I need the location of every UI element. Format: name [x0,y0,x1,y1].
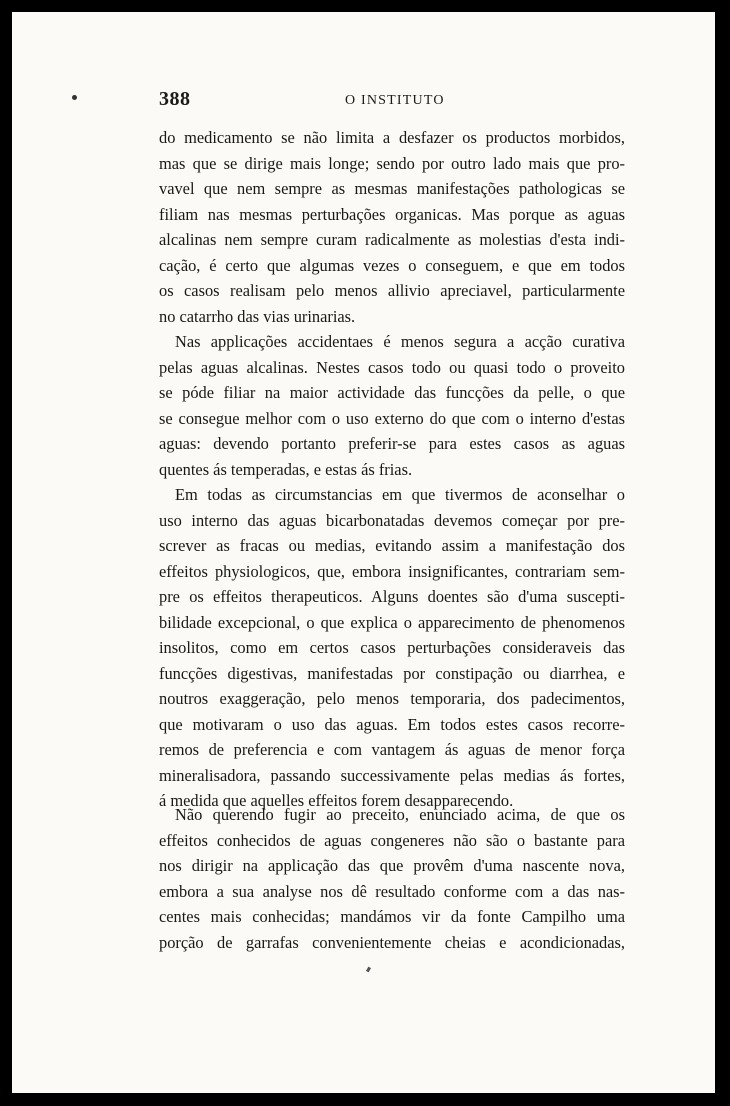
text-line: Não querendo fugir ao preceito, enunciado acima, de que os [175,805,625,824]
text-line: aguas: devendo portanto preferir-se para estes casos as aguas [159,434,625,453]
text-line: cação, é certo que algumas vezes o conseguem, e que em todos [159,255,625,275]
text-line: se póde filiar na maior actividade das funcções da pelle, o que [159,383,625,402]
text-line: pre os effeitos therapeuticos. Alguns doentes são d'uma suscepti- [159,587,625,606]
text-line: alcalinas nem sempre curam radicalmente as molestias d'esta indi- [159,230,625,249]
text-line: se consegue melhor com o uso externo do que com o interno d'estas [159,408,625,428]
text-line: os casos realisam pelo menos allivio apreciavel, particularmente [159,281,625,300]
text-line: embora a sua analyse nos dê resultado conforme com a das nas- [159,881,625,901]
text-line: nos dirigir na applicação das que provêm d'uma nascente nova, [159,856,625,875]
text-line: filiam nas mesmas perturbações organicas. Mas porque as aguas [159,204,625,224]
page-number: 388 [159,88,191,110]
text-line: mas que se dirige mais longe; sendo por outro lado mais que pro- [159,153,625,173]
text-line: mineralisadora, passando successivamente pelas medias ás fortes, [159,765,625,785]
paragraph-4 [159,802,625,955]
text-line: que motivaram o uso das aguas. Em todos estes casos recorre- [159,714,625,734]
text-line: Em todas as circumstancias em que tivermos de aconselhar o [175,485,625,504]
text-line: funcções digestivas, manifestadas por constipação ou diarrhea, e [159,663,625,683]
text-line: Nas applicações accidentaes é menos segura a acção curativa [175,332,625,351]
text-line: porção de garrafas convenientemente cheias e acondicionadas, [159,932,625,952]
page-header [12,88,715,114]
text-line: centes mais conhecidas; mandámos vir da fonte Campilho uma [159,907,625,926]
paragraph-3 [159,482,625,814]
text-line: noutros exaggeração, pelo menos temporaria, dos padecimentos, [159,689,625,708]
text-line: vavel que nem sempre as mesmas manifestações pathologicas se [159,179,625,198]
text-line: remos de preferencia e com vantagem ás aguas de menor força [159,740,625,759]
text-line: screver as fracas ou medias, evitando assim a manifestação dos [159,536,625,555]
text-line: pelas aguas alcalinas. Nestes casos todo ou quasi todo o proveito [159,357,625,377]
ink-speck [366,967,371,973]
running-title: O INSTITUTO [345,93,445,108]
text-line: effeitos conhecidos de aguas congeneres não são o bastante para [159,830,625,850]
text-line: no catarrho das vias urinarias. [159,306,356,326]
book-page [12,12,715,1093]
paragraph-1 [159,125,625,329]
text-line: effeitos physiologicos, que, embora insignificantes, contrariam sem- [159,561,625,581]
text-line: á medida que aquelles effeitos forem desapparecendo. [159,791,514,810]
text-line: insolitos, como em certos casos perturbações consideraveis das [159,638,625,657]
text-line: quentes ás temperadas, e estas ás frias. [159,459,413,479]
text-line: uso interno das aguas bicarbonatadas devemos começar por pre- [159,510,625,530]
text-line: do medicamento se não limita a desfazer os productos morbidos, [159,128,625,147]
paragraph-2 [159,329,625,482]
text-line: bilidade excepcional, o que explica o apparecimento de phenomenos [159,612,625,632]
